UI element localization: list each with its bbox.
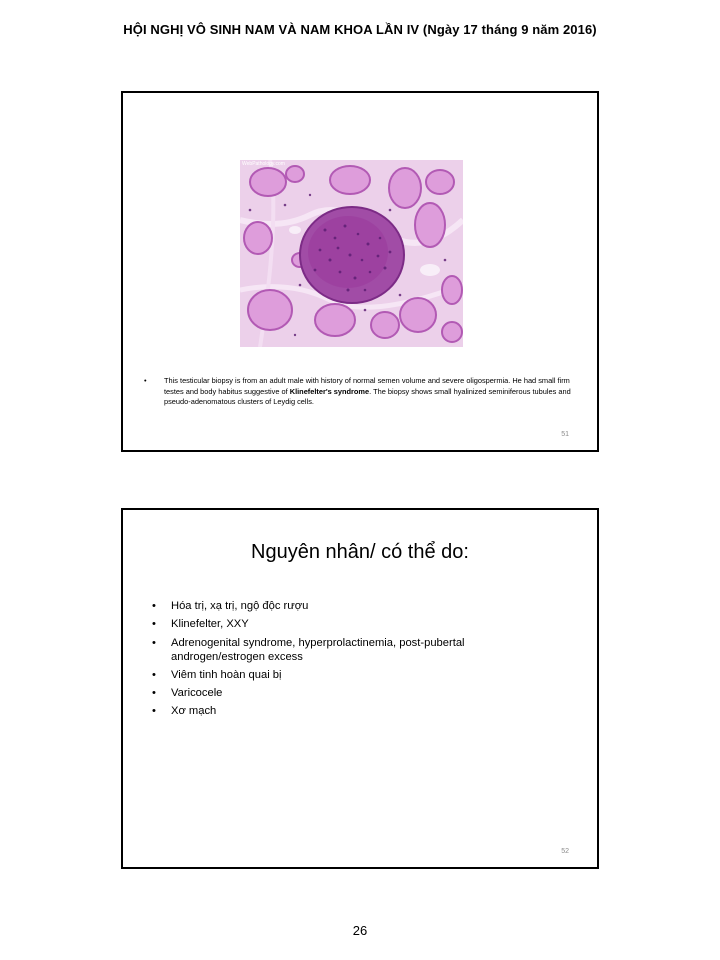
caption-emphasis: Klinefelter's syndrome (289, 386, 370, 396)
list-item-text: Xơ mạch (171, 705, 217, 718)
bullet-marker: • (152, 636, 156, 649)
caption-text (164, 376, 574, 408)
bullet-marker: • (152, 705, 156, 718)
caption-part-2: . The biopsy shows small hyalinized seminiferous tubules and pseudo-adenomatous clusters of Leydig cells. (164, 386, 571, 407)
histology-image (240, 160, 463, 347)
list-item-text: Klinefelter, XXY (171, 618, 249, 631)
slide-caption (144, 376, 574, 408)
page-number: 26 (352, 923, 368, 938)
bullet-marker: • (152, 618, 156, 631)
bullet-marker: • (144, 376, 147, 385)
biopsy-micrograph (240, 160, 463, 347)
list-item (152, 599, 531, 613)
watermark-label: WebPathology.com (242, 161, 285, 167)
slide-number: 52 (561, 848, 569, 855)
slide-52 (121, 508, 599, 869)
list-item (152, 704, 531, 718)
list-item (152, 686, 531, 700)
list-item-text: Hóa trị, xạ trị, ngộ độc rượu (171, 600, 309, 612)
list-item-text: Varicocele (171, 687, 223, 700)
list-item (152, 617, 531, 631)
bullet-marker: • (152, 668, 156, 681)
bullet-marker: • (152, 600, 156, 612)
document-header: HỘI NGHỊ VÔ SINH NAM VÀ NAM KHOA LẦN IV (Ngày 17 tháng 9 năm 2016) (123, 22, 597, 37)
slide-51 (121, 91, 599, 452)
slide-title: Nguyên nhân/ có thể do: (251, 541, 469, 563)
causes-list (152, 599, 531, 723)
list-item-text: Adrenogenital syndrome, hyperprolactinemia, post-pubertal androgen/estrogen excess (171, 636, 465, 663)
caption-part-1: This testicular biopsy is from an adult male with history of normal semen volume and severe oligospermia. He had small firm testes and body habitus suggestive of (164, 376, 570, 396)
list-item-text: Viêm tinh hoàn quai bị (171, 668, 282, 681)
list-item (152, 636, 531, 664)
bullet-marker: • (152, 687, 156, 700)
list-item (152, 668, 531, 682)
slide-number: 51 (561, 431, 569, 438)
